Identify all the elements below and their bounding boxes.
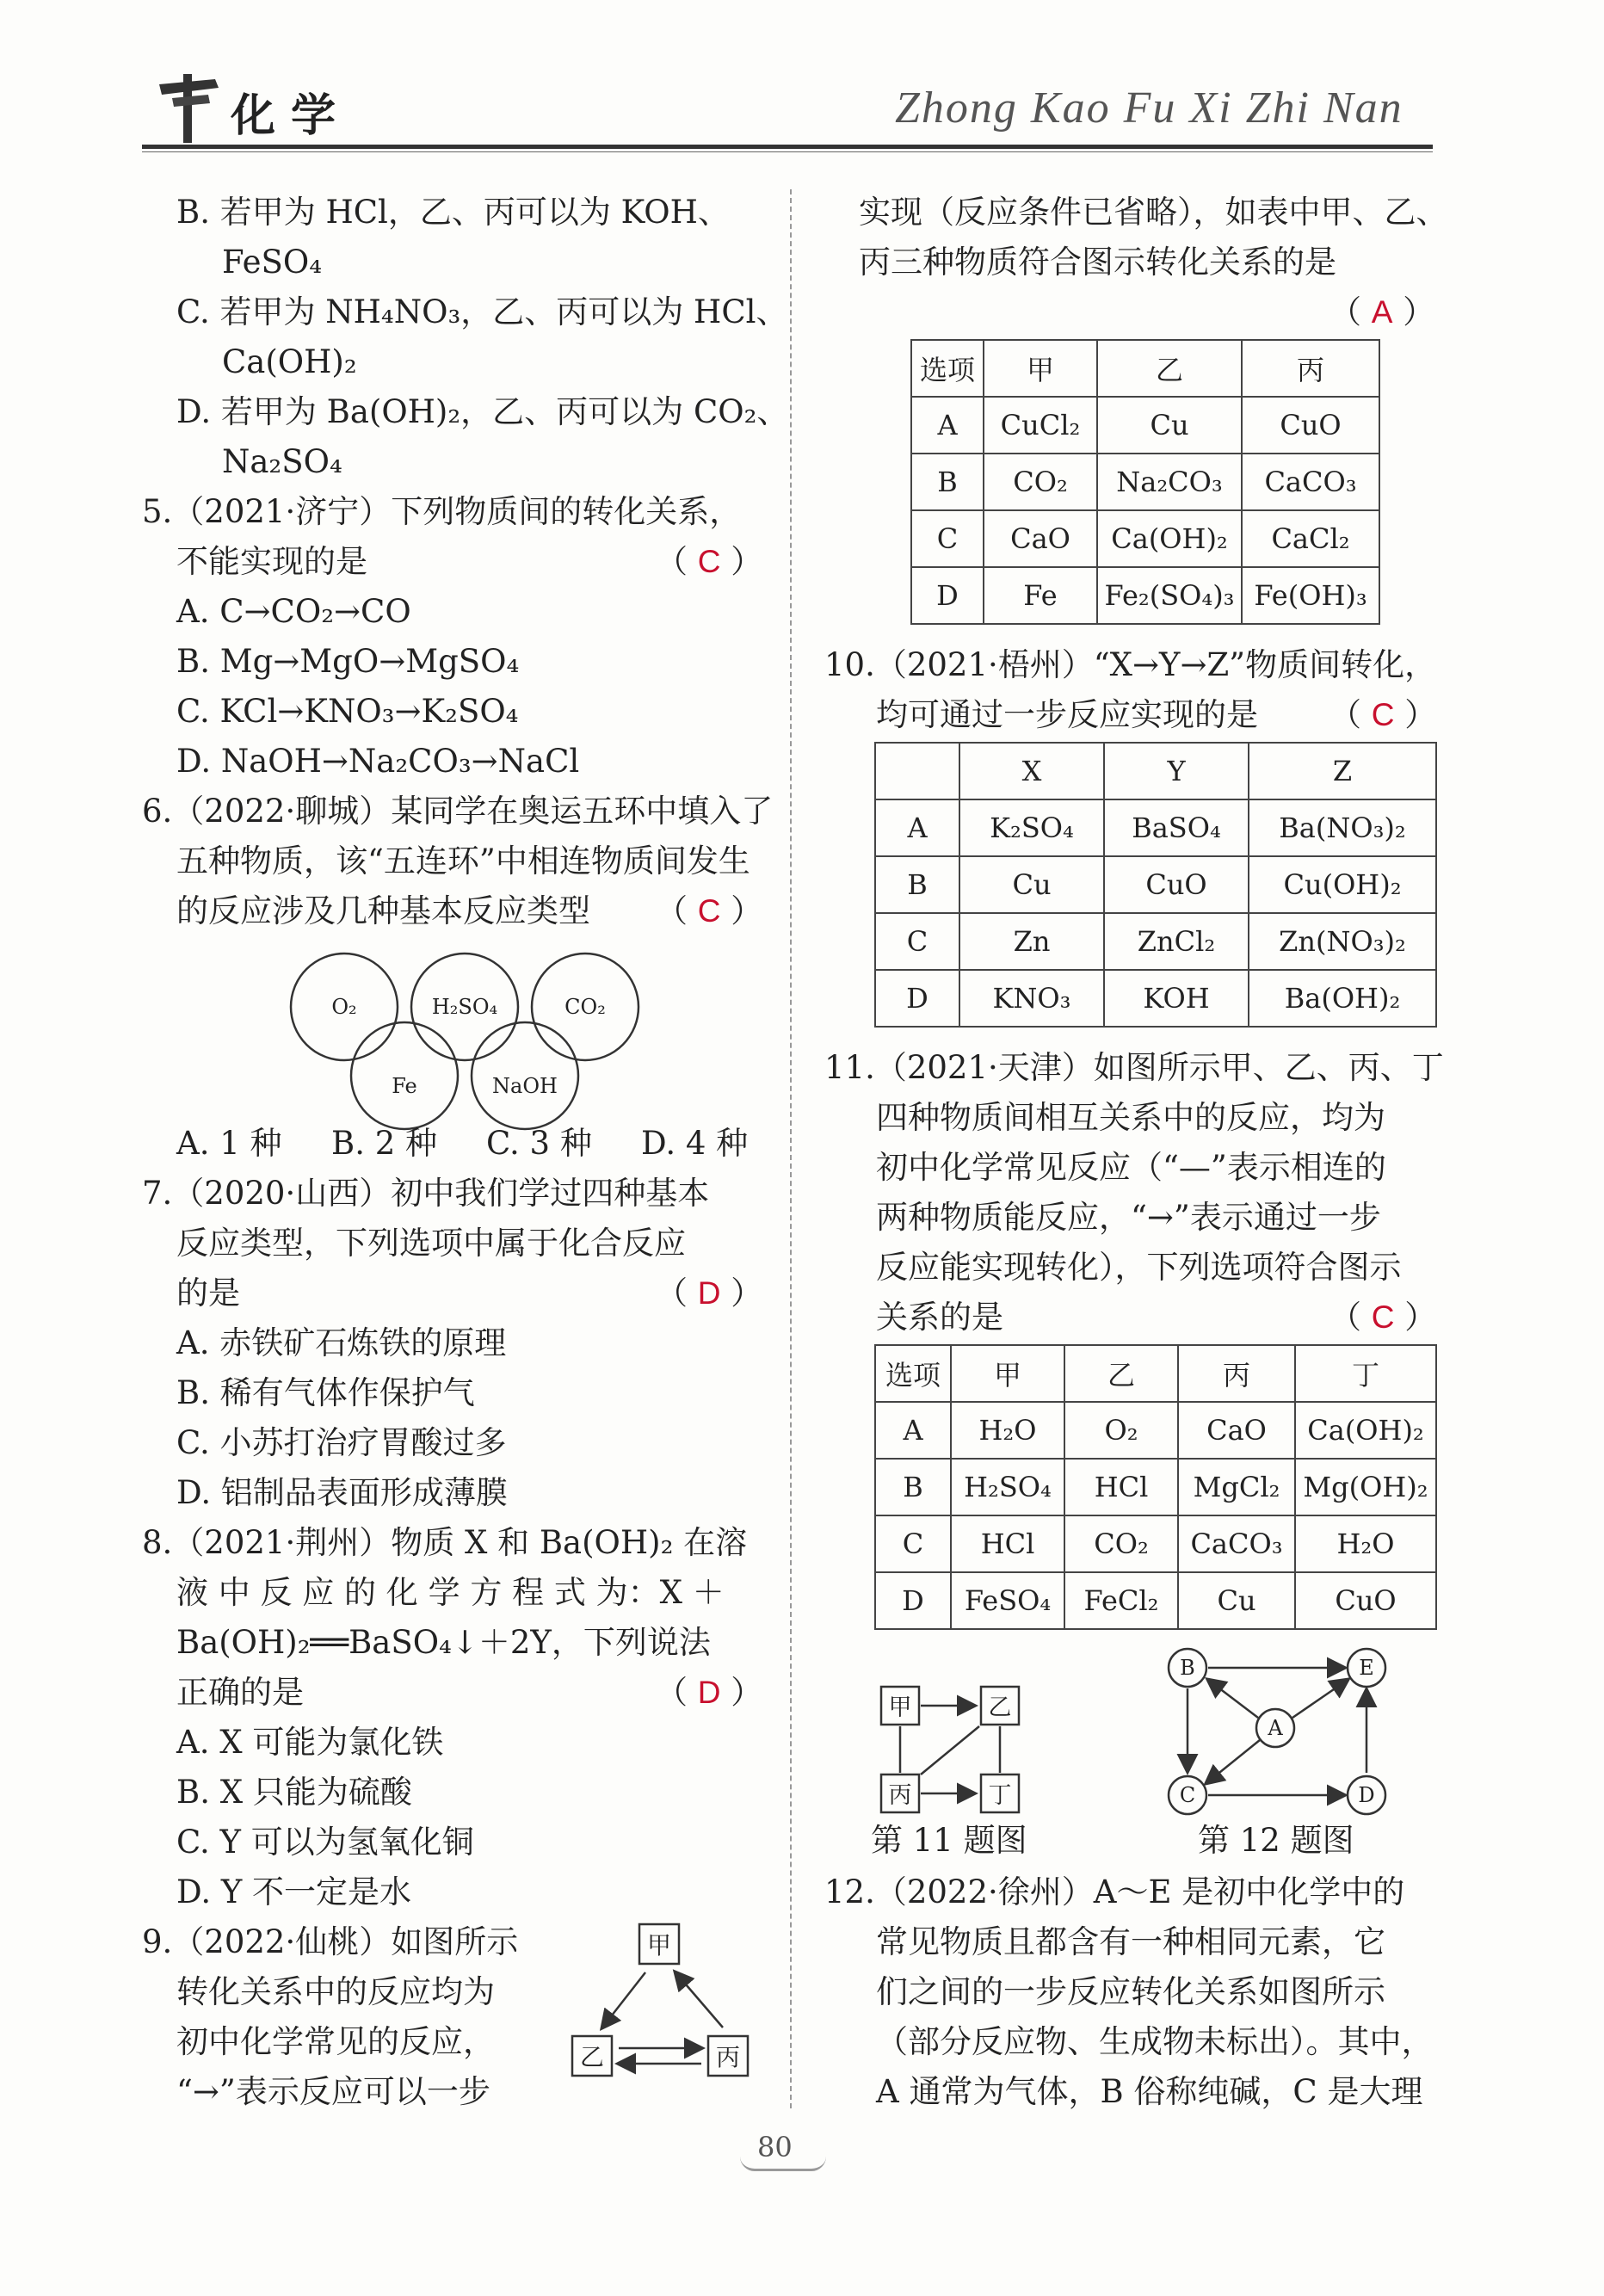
q6-option: B. 2 种 [331,1125,438,1162]
table-cell: CO₂ [1064,1515,1178,1572]
table-cell: CuO [1104,856,1249,913]
q8-stem-4: 正确的是 [176,1674,304,1711]
table-cell: HCl [951,1515,1064,1572]
q7-option: B. 稀有气体作保护气 [176,1374,475,1411]
table-cell: FeSO₄ [951,1572,1064,1629]
q10-table [874,742,1437,1028]
q6-option: A. 1 种 [176,1125,282,1162]
ring-label: CO₂ [564,995,606,1019]
q6-option: C. 3 种 [486,1125,592,1162]
q8-stem-3: Ba(OH)₂══BaSO₄↓＋2Y，下列说法 [176,1624,711,1661]
signpost-logo [155,67,224,145]
table-header: X [959,743,1104,799]
table-cell: B [875,856,959,913]
table-cell: HCl [1064,1459,1178,1515]
q9-answer: （ A ） [1329,293,1435,330]
ring-label: NaOH [492,1074,558,1098]
q8-answer: （ D ） [656,1674,763,1711]
table-cell: O₂ [1064,1402,1178,1459]
q9-stem-3: 初中化学常见的反应， [176,2023,495,2060]
table-cell: Ba(NO₃)₂ [1249,799,1436,856]
table-cell: A [875,799,959,856]
q11-stem-5: 反应能实现转化），下列选项符合图示 [876,1249,1402,1286]
q11-figure-caption: 第 11 题图 [871,1822,1027,1859]
q5-answer: （ C ） [656,543,763,580]
q12-node-label: D [1358,1783,1375,1807]
q8-option: B. X 只能为硫酸 [176,1774,412,1811]
table-cell: Na₂CO₃ [1097,454,1242,510]
table-cell: CaO [984,510,1097,567]
table-cell: K₂SO₄ [959,799,1104,856]
header-rule-thin [142,151,1433,152]
q4-option-d-cont: Na₂SO₄ [222,443,342,480]
q7-stem-3: 的是 [176,1275,240,1312]
q12-stem-5: A 通常为气体，B 俗称纯碱，C 是大理 [876,2073,1423,2110]
q12-node-label: C [1179,1783,1196,1807]
q9-stem: 9.（2022·仙桃）如图所示 [142,1923,519,1960]
q11-table [874,1344,1437,1630]
q12-node-label: E [1359,1656,1374,1680]
q12-node-label: B [1180,1656,1195,1680]
table-cell: C [875,1515,951,1572]
table-cell: Zn [959,913,1104,970]
q9-cont-1: 实现（反应条件已省略），如表中甲、乙、 [859,194,1448,231]
table-cell: H₂O [951,1402,1064,1459]
q5-option: A. C→CO₂→CO [176,593,411,630]
table-cell: FeCl₂ [1064,1572,1178,1629]
header-rule [142,145,1433,149]
q9-answer-letter: A [1371,294,1393,330]
q8-stem: 8.（2021·荆州）物质 X 和 Ba(OH)₂ 在溶 [142,1524,748,1561]
table-cell: Cu [1178,1572,1295,1629]
table-header: 丙 [1242,340,1379,397]
q4-option-b: B. 若甲为 HCl，乙、丙可以为 KOH、 [176,194,730,231]
ring-label: Fe [392,1074,417,1098]
q11-figure [869,1678,1041,1824]
table-header: 丙 [1178,1345,1295,1402]
table-cell: ZnCl₂ [1104,913,1249,970]
table-cell: A [875,1402,951,1459]
q6-stem-3: 的反应涉及几种基本反应类型 [176,892,590,929]
q11-node-label: 丁 [988,1782,1012,1809]
q8-answer-letter: D [697,1675,721,1710]
q7-answer-letter: D [697,1275,721,1311]
q11-node-label: 甲 [888,1694,912,1721]
q9-stem-4: “→”表示反应可以一步 [176,2073,490,2110]
table-cell: B [911,454,984,510]
subject-title: 化学 [231,89,352,142]
q4-option-b-cont: FeSO₄ [222,244,323,281]
q6-stem: 6.（2022·聊城）某同学在奥运五环中填入了 [142,793,774,830]
q10-stem: 10.（2021·梧州）“X→Y→Z”物质间转化， [824,646,1437,683]
table-cell: CO₂ [984,454,1097,510]
table-cell: Zn(NO₃)₂ [1249,913,1436,970]
table-header: 选项 [875,1345,951,1402]
q8-option: A. X 可能为氯化铁 [176,1724,444,1761]
q9-cont-2: 丙三种物质符合图示转化关系的是 [859,244,1336,281]
table-cell: Cu [1097,397,1242,454]
q7-option: C. 小苏打治疗胃酸过多 [176,1424,507,1461]
page-number-ornament [740,2157,826,2171]
q4-option-c: C. 若甲为 NH₄NO₃，乙、丙可以为 HCl、 [176,293,788,330]
table-cell: B [875,1459,951,1515]
table-cell: Mg(OH)₂ [1295,1459,1436,1515]
table-cell: D [875,1572,951,1629]
table-cell: Fe [984,567,1097,624]
table-cell: D [911,567,984,624]
table-cell: Fe₂(SO₄)₃ [1097,567,1242,624]
table-cell: KOH [1104,970,1249,1027]
q12-stem-3: 们之间的一步反应转化关系如图所示 [876,1973,1385,2010]
table-header [875,743,959,799]
table-header: 甲 [984,340,1097,397]
q11-stem-6: 关系的是 [876,1299,1003,1336]
table-cell: CaO [1178,1402,1295,1459]
table-header: 甲 [951,1345,1064,1402]
q7-stem-2: 反应类型，下列选项中属于化合反应 [176,1225,686,1262]
q6-answer-letter: C [697,893,721,929]
q8-option: C. Y 可以为氢氧化铜 [176,1824,474,1861]
q4-option-c-cont: Ca(OH)₂ [222,343,357,380]
q11-stem-2: 四种物质间相互关系中的反应，均为 [876,1099,1385,1136]
q11-answer: （ C ） [1329,1299,1437,1336]
q12-stem: 12.（2022·徐州）A～E 是初中化学中的 [824,1873,1405,1910]
q5-option: D. NaOH→Na₂CO₃→NaCl [176,743,580,780]
table-cell: MgCl₂ [1178,1459,1295,1515]
table-cell: CuO [1242,397,1379,454]
q5-stem: 5.（2021·济宁）下列物质间的转化关系， [142,493,742,530]
q7-option: A. 赤铁矿石炼铁的原理 [176,1324,507,1361]
q7-option: D. 铝制品表面形成薄膜 [176,1474,508,1511]
table-cell: CuCl₂ [984,397,1097,454]
q9-stem-2: 转化关系中的反应均为 [176,1973,495,2010]
q5-answer-letter: C [697,544,721,579]
table-cell: CuO [1295,1572,1436,1629]
table-cell: C [875,913,959,970]
table-cell: H₂SO₄ [951,1459,1064,1515]
table-cell: BaSO₄ [1104,799,1249,856]
q6-stem-2: 五种物质，该“五连环”中相连物质间发生 [176,842,750,880]
q8-stem-2: 液 中 反 应 的 化 学 方 程 式 为：X ＋ [176,1574,725,1611]
table-cell: C [911,510,984,567]
table-cell: D [875,970,959,1027]
q11-stem: 11.（2021·天津）如图所示甲、乙、丙、丁 [824,1049,1444,1086]
q7-answer: （ D ） [656,1275,763,1312]
q12-stem-2: 常见物质且都含有一种相同元素，它 [876,1923,1385,1960]
q9-node-label: 乙 [579,2043,605,2071]
page-number: 80 [757,2131,793,2163]
table-header: Y [1104,743,1249,799]
q12-figure [1153,1642,1411,1823]
table-cell: Cu(OH)₂ [1249,856,1436,913]
table-header: 乙 [1097,340,1242,397]
q9-node-label: 甲 [646,1931,672,1960]
table-cell: CaCO₃ [1178,1515,1295,1572]
q10-answer: （ C ） [1329,696,1437,733]
q5-option: B. Mg→MgO→MgSO₄ [176,643,520,680]
q7-stem: 7.（2020·山西）初中我们学过四种基本 [142,1175,710,1212]
table-cell: Ca(OH)₂ [1097,510,1242,567]
table-header: 选项 [911,340,984,397]
q11-node-label: 乙 [988,1694,1012,1721]
ring-label: O₂ [331,995,357,1019]
q4-option-d: D. 若甲为 Ba(OH)₂，乙、丙可以为 CO₂、 [176,393,789,430]
table-cell: Fe(OH)₃ [1242,567,1379,624]
table-cell: CaCl₂ [1242,510,1379,567]
q10-stem-2: 均可通过一步反应实现的是 [876,696,1258,733]
q9-node-label: 丙 [715,2043,741,2071]
q12-stem-4: （部分反应物、生成物未标出）。其中， [876,2023,1434,2060]
table-header: 乙 [1064,1345,1178,1402]
q5-stem-2: 不能实现的是 [176,543,367,580]
q9-table [910,339,1380,625]
table-cell: Ca(OH)₂ [1295,1402,1436,1459]
table-cell: CaCO₃ [1242,454,1379,510]
table-header: 丁 [1295,1345,1436,1402]
series-title: Zhong Kao Fu Xi Zhi Nan [895,83,1404,133]
column-divider [790,189,792,2108]
q8-option: D. Y 不一定是水 [176,1873,412,1910]
q11-stem-4: 两种物质能反应，“→”表示通过一步 [876,1199,1381,1236]
q11-answer-letter: C [1371,1299,1395,1335]
q11-node-label: 丙 [888,1782,912,1809]
q12-figure-caption: 第 12 题图 [1198,1822,1354,1859]
table-cell: Ba(OH)₂ [1249,970,1436,1027]
q9-figure [564,1917,770,2089]
q12-node-label: A [1268,1716,1283,1740]
table-header: Z [1249,743,1436,799]
table-cell: H₂O [1295,1515,1436,1572]
q6-option: D. 4 种 [641,1125,749,1162]
q11-stem-3: 初中化学常见反应（“—”表示相连的 [876,1149,1386,1186]
table-cell: A [911,397,984,454]
ring-label: H₂SO₄ [431,995,498,1019]
q10-answer-letter: C [1371,697,1395,732]
table-cell: KNO₃ [959,970,1104,1027]
table-cell: Cu [959,856,1104,913]
q5-option: C. KCl→KNO₃→K₂SO₄ [176,693,519,730]
q6-answer: （ C ） [656,892,763,929]
